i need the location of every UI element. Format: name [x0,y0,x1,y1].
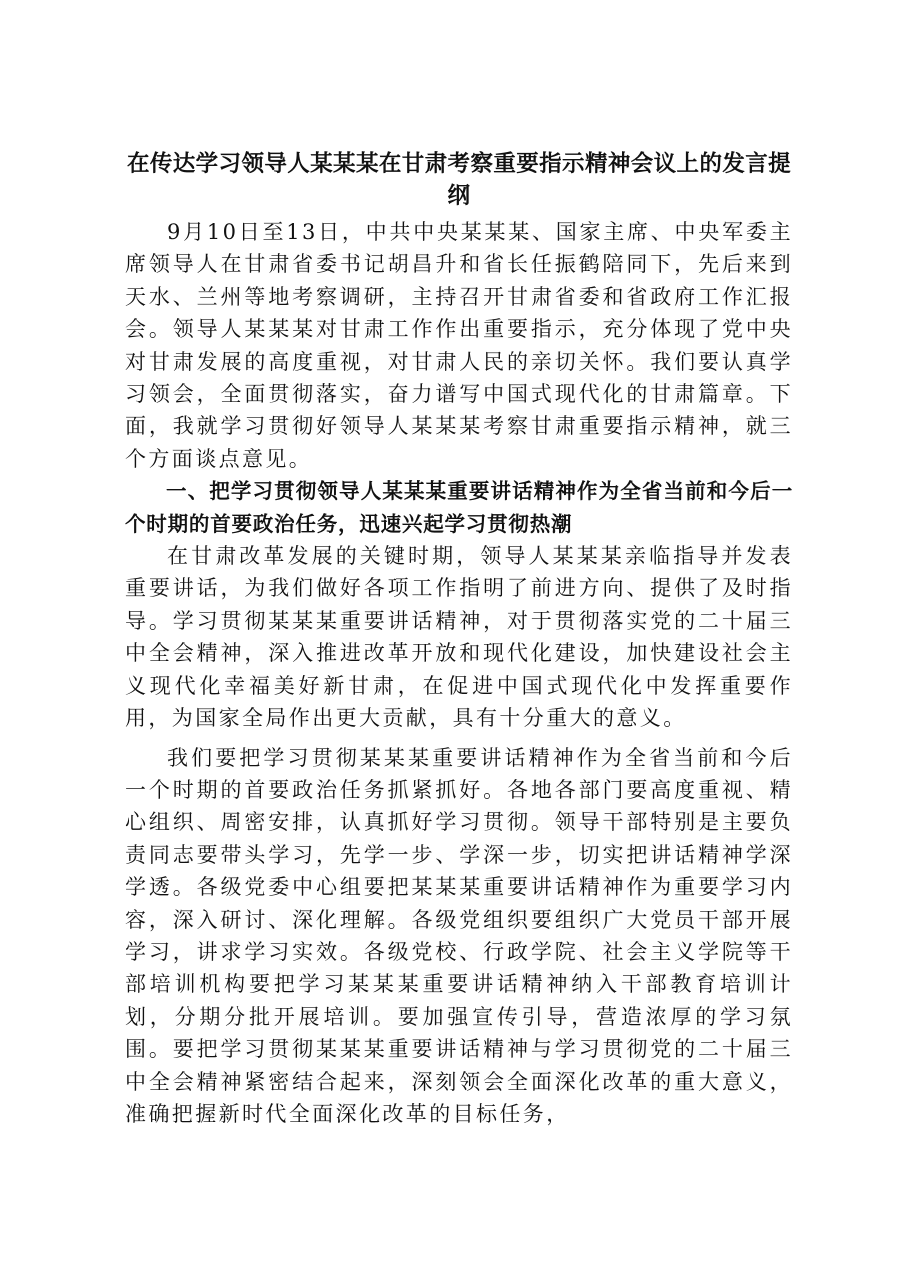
intro-paragraph: 9月10日至13日，中共中央某某某、国家主席、中央军委主席领导人在甘肃省委书记胡昌升和省长任振鹤陪同下，先后来到天水、兰州等地考察调研，主持召开甘肃省委和省政府工作汇报会。领导人某某某对甘肃工作作出重要指示，充分体现了党中央对甘肃发展的高度重视，对甘肃人民的亲切关怀。我们要认真学习领会，全面贯彻落实，奋力谱写中国式现代化的甘肃篇章。下面，我就学习贯彻好领导人某某某考察甘肃重要指示精神，就三个方面谈点意见。 [125,220,793,471]
document-title: 在传达学习领导人某某某在甘肃考察重要指示精神会议上的发言提纲 [126,151,792,209]
document-page [125,148,793,1130]
section-1-paragraph-2: 我们要把学习贯彻某某某重要讲话精神作为全省当前和今后一个时期的首要政治任务抓紧抓好。各地各部门要高度重视、精心组织、周密安排，认真抓好学习贯彻。领导干部特别是主要负责同志要带头学习，先学一步、学深一步，切实把讲话精神学深学透。各级党委中心组要把某某某重要讲话精神作为重要学习内容，深入研讨、深化理解。各级党组织要组织广大党员干部开展学习，讲求学习实效。各级党校、行政学院、社会主义学院等干部培训机构要把学习某某某重要讲话精神纳入干部教育培训计划，分期分批开展培训。要加强宣传引导，营造浓厚的学习氛围。要把学习贯彻某某某重要讲话精神与学习贯彻党的二十届三中全会精神紧密结合起来，深刻领会全面深化改革的重大意义，准确把握新时代全面深化改革的目标任务， [125,745,793,1126]
section-1-paragraph-1: 在甘肃改革发展的关键时期，领导人某某某亲临指导并发表重要讲话，为我们做好各项工作指明了前进方向、提供了及时指导。学习贯彻某某某重要讲话精神，对于贯彻落实党的二十届三中全会精神，深入推进改革开放和现代化建设，加快建设社会主义现代化幸福美好新甘肃，在促进中国式现代化中发挥重要作用，为国家全局作出更大贡献，具有十分重大的意义。 [125,544,793,731]
section-heading-1: 一、把学习贯彻领导人某某某重要讲话精神作为全省当前和今后一个时期的首要政治任务，迅速兴起学习贯彻热潮 [125,479,793,536]
